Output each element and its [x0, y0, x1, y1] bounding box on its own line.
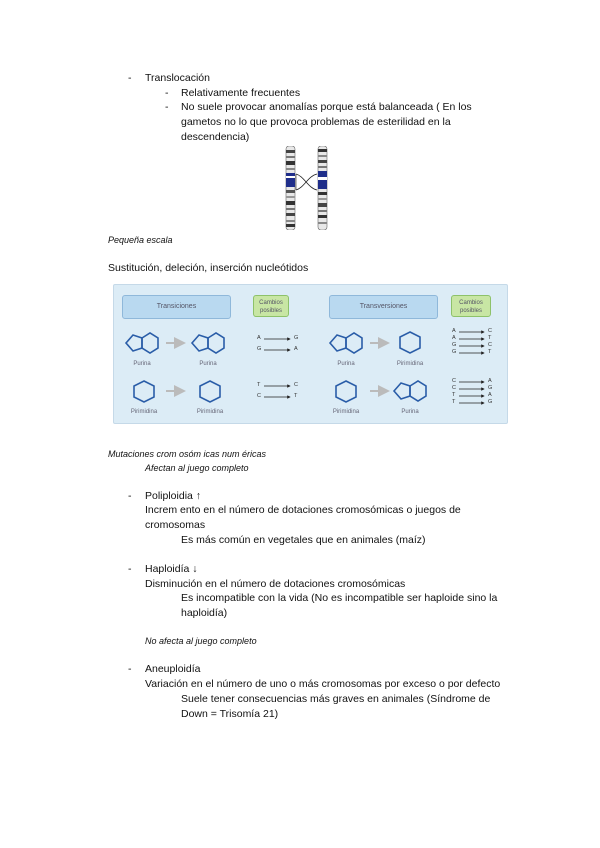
base-to: C	[488, 342, 492, 348]
changes-header-1: Cambios posibles	[253, 295, 289, 317]
translocation-item: gametos no lo que provoca problemas de esterilidad en la	[181, 116, 451, 128]
haploidy-title: Haploidía ↓	[145, 563, 198, 575]
small-scale-line: Sustitución, deleción, inserción nucleótidos	[108, 262, 309, 274]
base-from: T	[452, 392, 456, 398]
bullet-dash: -	[128, 663, 132, 675]
base-from: C	[452, 378, 456, 384]
no-affect-heading: No afecta al juego completo	[145, 636, 257, 646]
haploidy-note: haploidía)	[181, 607, 228, 619]
changes-header-2: Cambios posibles	[451, 295, 491, 317]
transversions-header: Transversiones	[329, 295, 438, 319]
translocation-item: descendencia)	[181, 131, 250, 143]
base-to: T	[294, 393, 298, 399]
polyploidy-text: cromosomas	[145, 519, 206, 531]
aneuploidy-title: Aneuploidía	[145, 663, 201, 675]
pyrimidine-caption: Pirimidina	[130, 409, 158, 415]
aneuploidy-note: Down = Trisomía 21)	[181, 708, 279, 720]
base-from: G	[257, 346, 262, 352]
base-to: G	[488, 385, 493, 391]
base-from: T	[257, 382, 261, 388]
base-from: C	[257, 393, 261, 399]
base-to: A	[294, 346, 298, 352]
base-from: G	[452, 349, 457, 355]
base-to: G	[294, 335, 299, 341]
base-to: T	[488, 349, 492, 355]
base-from: A	[257, 335, 261, 341]
purine-molecule-icon	[394, 381, 426, 401]
numeric-mutations-heading: Mutaciones crom osóm icas num éricas	[108, 449, 267, 459]
base-from: T	[452, 399, 456, 405]
sub-bullet-dash: -	[165, 101, 169, 113]
transitions-header: Transiciones	[122, 295, 231, 319]
small-scale-heading: Pequeña escala	[108, 235, 173, 245]
translocation-title: Translocación	[145, 72, 210, 84]
purine-molecule-icon	[126, 333, 158, 353]
chromosome-translocation-image	[280, 146, 334, 230]
purine-caption: Purina	[199, 361, 217, 367]
base-to: C	[488, 328, 492, 334]
polyploidy-note: Es más común en vegetales que en animales (maíz)	[181, 534, 426, 546]
base-from: G	[452, 342, 457, 348]
aneuploidy-text: Variación en el número de uno o más cromosomas por exceso o por defecto	[145, 678, 501, 690]
base-from: A	[452, 328, 456, 334]
base-from: C	[452, 385, 456, 391]
haploidy-note: Es incompatible con la vida (No es incompatible ser haploide sino la	[181, 592, 498, 604]
pyrimidine-caption: Pirimidina	[396, 361, 424, 367]
aneuploidy-note: Suele tener consecuencias más graves en animales (Síndrome de	[181, 693, 491, 705]
pyrimidine-molecule-icon	[400, 332, 420, 353]
pyrimidine-caption: Pirimidina	[196, 409, 224, 415]
pyrimidine-molecule-icon	[134, 381, 154, 402]
base-to: A	[488, 378, 492, 384]
translocation-item: Relativamente frecuentes	[181, 87, 301, 99]
base-to: A	[488, 392, 492, 398]
sub-bullet-dash: -	[165, 87, 169, 99]
mutation-types-figure	[113, 284, 508, 424]
translocation-item: No suele provocar anomalías porque está balanceada ( En los	[181, 101, 472, 113]
purine-caption: Purina	[401, 409, 419, 415]
purine-caption: Purina	[133, 361, 151, 367]
haploidy-text: Disminución en el número de dotaciones cromosómicas	[145, 578, 406, 590]
purine-molecule-icon	[192, 333, 224, 353]
pyrimidine-caption: Pirimidina	[332, 409, 360, 415]
bullet-dash: -	[128, 490, 132, 502]
base-from: A	[452, 335, 456, 341]
chromosome-right	[318, 146, 327, 230]
pyrimidine-molecule-icon	[200, 381, 220, 402]
numeric-mutations-subheading: Afectan al juego completo	[145, 463, 249, 473]
purine-molecule-icon	[330, 333, 362, 353]
bullet-dash: -	[128, 72, 132, 84]
molecule-diagrams	[114, 285, 507, 423]
polyploidy-text: Increm ento en el número de dotaciones cromosómicas o juegos de	[145, 504, 461, 516]
base-to: C	[294, 382, 298, 388]
polyploidy-title: Poliploidia ↑	[145, 490, 202, 502]
bullet-dash: -	[128, 563, 132, 575]
purine-caption: Purina	[337, 361, 355, 367]
chromosome-left	[286, 146, 295, 230]
base-to: G	[488, 399, 493, 405]
pyrimidine-molecule-icon	[336, 381, 356, 402]
base-to: T	[488, 335, 492, 341]
